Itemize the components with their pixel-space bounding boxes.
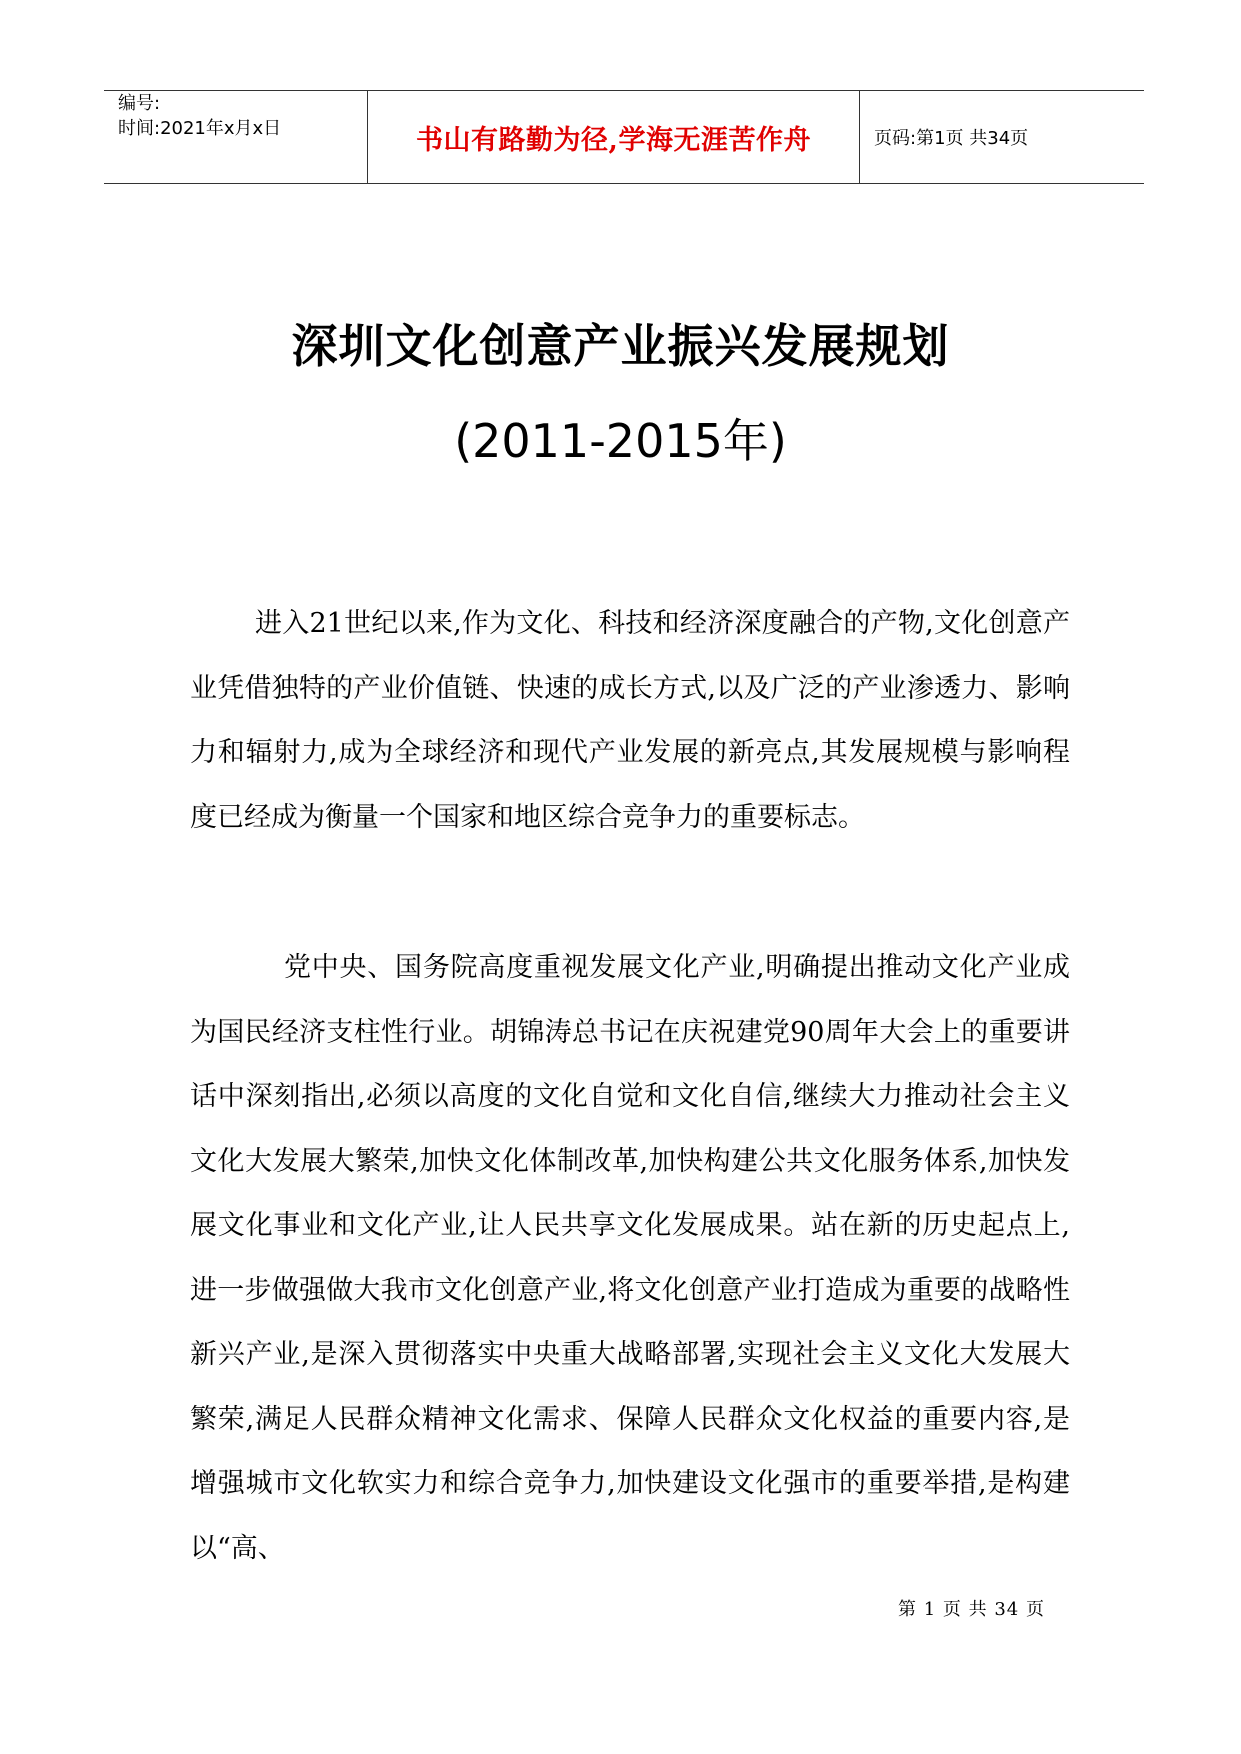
header-meta <box>104 91 368 183</box>
page-header <box>104 90 1144 184</box>
document-number-label: 编号: <box>118 93 161 114</box>
header-page-info: 页码:第1页 共34页 <box>874 128 1029 149</box>
document-time-label: 时间:2021年x月x日 <box>118 118 282 139</box>
document-title: 深圳文化创意产业振兴发展规划 <box>291 319 950 373</box>
header-motto: 书山有路勤为径,学海无涯苦作舟 <box>368 91 860 183</box>
body-paragraph-1: 进入21世纪以来,作为文化、科技和经济深度融合的产物,文化创意产业凭借独特的产业价值链、快速的成长方式,以及广泛的产业渗透力、影响力和辐射力,成为全球经济和现代产业发展的新亮点,其发展规模与影响程度已经成为衡量一个国家和地区综合竞争力的重要标志。 <box>190 608 1070 833</box>
page-footer: 第 1 页 共 34 页 <box>898 1599 1045 1620</box>
body-paragraph-2: 党中央、国务院高度重视发展文化产业,明确提出推动文化产业成为国民经济支柱性行业。胡锦涛总书记在庆祝建党90周年大会上的重要讲话中深刻指出,必须以高度的文化自觉和文化自信,继续大力推动社会主义文化大发展大繁荣,加快文化体制改革,加快构建公共文化服务体系,加快发展文化事业和文化产业,让人民共享文化发展成果。站在新的历史起点上,进一步做强做大我市文化创意产业,将文化创意产业打造成为重要的战略性新兴产业,是深入贯彻落实中央重大战略部署,实现社会主义文化大发展大繁荣,满足人民群众精神文化需求、保障人民群众文化权益的重要内容,是增强城市文化软实力和综合竞争力,加快建设文化强市的重要举措,是构建以“高、 <box>190 952 1070 1564</box>
document-subtitle: (2011-2015年) <box>454 414 787 468</box>
